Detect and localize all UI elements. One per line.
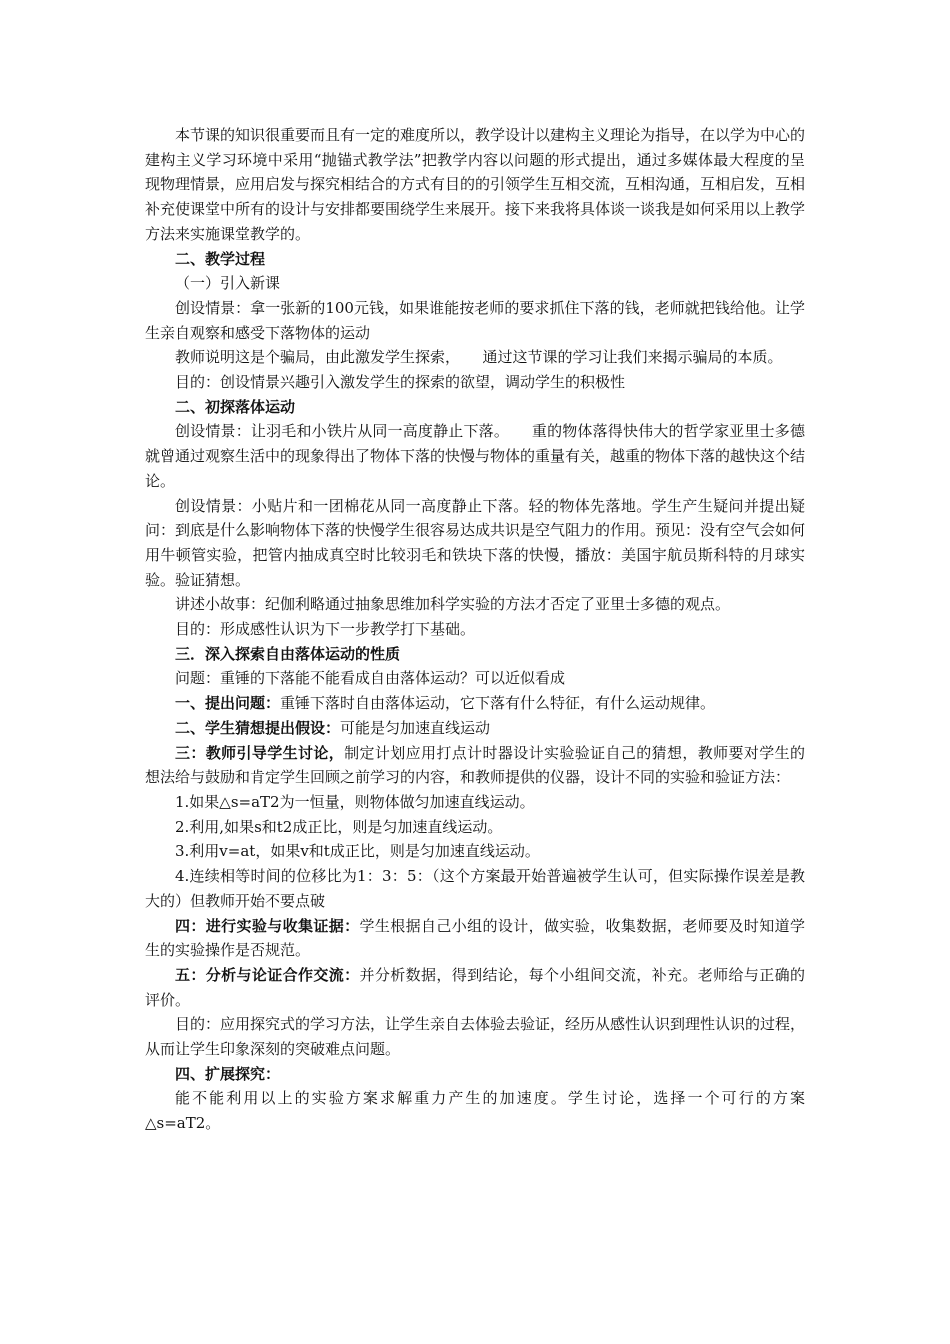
step-4-label: 四：进行实验与收集证据： [175, 916, 360, 935]
intro-paragraph: 本节课的知识很重要而且有一定的难度所以，教学设计以建构主义理论为指导，在以学为中心的建构主义学习环境中采用“抛锚式教学法”把教学内容以问题的形式提出，通过多媒体最大程度的呈现物理情景，应用启发与探究相结合的方式有目的的引领学生互相交流，互相沟通，互相启发，互相补充使课堂中所有的设计与安排都要围绕学生来展开。接下来我将具体谈一谈我是如何采用以上教学方法来实施课堂教学的。 [145, 126, 806, 243]
paragraph-scenario-money: 创设情景：拿一张新的100元钱，如果谁能按老师的要求抓住下落的钱，老师就把钱给他。让学生亲自观察和感受下落物体的运动 [145, 298, 805, 342]
paragraph-step-4 [145, 914, 805, 963]
method-item-4: 4.连续相等时间的位移比为1：3：5：（这个方案最开始普遍被学生认可，但实际操作误差是教大的）但教师开始不要点破 [145, 867, 805, 910]
method-item-1: 1.如果△s=aT2为一恒量，则物体做匀加速直线运动。 [175, 792, 535, 811]
section-heading-falling-body: 二、初探落体运动 [175, 397, 296, 416]
step-4-text: 学生根据自己小组的设计，做实验，收集数据，老师要及时知道学生的实验操作是否规范。 [145, 916, 805, 960]
method-item-3: 3.利用v=at，如果v和t成正比，则是匀加速直线运动。 [175, 842, 540, 861]
step-1-label: 一、提出问题： [175, 694, 281, 713]
paragraph-teacher-explains: 教师说明这是个骗局，由此激发学生探索， 通过这节课的学习让我们来揭示骗局的本质。 [175, 348, 783, 367]
paragraph-extension: 能不能利用以上的实验方案求解重力产生的加速度。学生讨论，选择一个可行的方案△s=aT2。 [145, 1089, 805, 1133]
paragraph-question: 问题：重锤的下落能不能看成自由落体运动？可以近似看成 [175, 669, 566, 688]
method-item-2: 2.利用,如果s和t2成正比，则是匀加速直线运动。 [175, 817, 503, 836]
paragraph-step-3 [145, 741, 805, 790]
step-2-label: 二、学生猜想提出假设： [175, 718, 341, 737]
paragraph-step-1 [145, 691, 805, 716]
paragraph-scenario-cotton: 创设情景：小贴片和一团棉花从同一高度静止下落。轻的物体先落地。学生产生疑问并提出疑问：到底是什么影响物体下落的快慢学生很容易达成共识是空气阻力的作用。预见：没有空气会如何用牛顿管实验，把管内抽成真空时比较羽毛和铁块下落的快慢，播放：美国宇航员斯科特的月球实验。验证猜想。 [145, 496, 806, 589]
document-body [145, 123, 805, 1136]
step-5-label: 五：分析与论证合作交流： [175, 965, 360, 984]
step-3-text: 制定计划应用打点计时器设计实验验证自己的猜想，教师要对学生的想法给与鼓励和肯定学生回顾之前学习的内容，和教师提供的仪器，设计不同的实验和验证方法： [145, 743, 805, 787]
step-1-text: 重锤下落时自由落体运动，它下落有什么特征，有什么运动规律。 [280, 694, 716, 713]
paragraph-step-5 [145, 963, 805, 1012]
paragraph-scenario-feather: 创设情景：让羽毛和小铁片从同一高度静止下落。 重的物体落得快伟大的哲学家亚里士多德就曾通过观察生活中的现象得出了物体下落的快慢与物体的重量有关，越重的物体下落的越快这个结论。 [145, 422, 806, 490]
step-3-label: 三：教师引导学生讨论， [175, 743, 345, 762]
paragraph-story: 讲述小故事：纪伽利略通过抽象思维加科学实验的方法才否定了亚里士多德的观点。 [175, 595, 731, 614]
section-heading-teaching-process: 二、教学过程 [175, 249, 266, 268]
paragraph-purpose-3: 目的：应用探究式的学习方法，让学生亲自去体验去验证，经历从感性认识到理性认识的过程，从而让学生印象深刻的突破难点问题。 [145, 1015, 806, 1059]
paragraph-purpose-1: 目的：创设情景兴趣引入激发学生的探索的欲望，调动学生的积极性 [175, 373, 626, 392]
subsection-heading-intro: （一）引入新课 [175, 274, 281, 293]
section-heading-free-fall: 三．深入探索自由落体运动的性质 [175, 644, 401, 663]
section-heading-extension: 四、扩展探究： [175, 1064, 281, 1083]
step-2-text: 可能是匀加速直线运动 [340, 718, 491, 737]
step-5-text: 并分析数据，得到结论，每个小组间交流，补充。老师给与正确的评价。 [145, 965, 805, 1009]
paragraph-purpose-2: 目的：形成感性认识为下一步教学打下基础。 [175, 620, 476, 639]
paragraph-step-2 [145, 716, 805, 741]
